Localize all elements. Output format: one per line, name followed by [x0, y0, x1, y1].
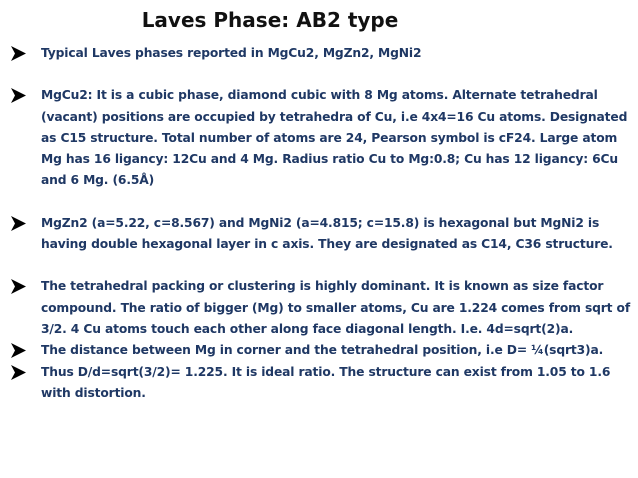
- bullet-item: [0, 362, 632, 405]
- slide-title: Laves Phase: AB2 type: [141, 8, 399, 32]
- bullet-text: Thus D/d=sqrt(3/2)= 1.225. It is ideal ratio. The structure can exist from 1.05 to 1.6 with distortion.: [41, 364, 611, 400]
- arrow-bullet-icon: [9, 362, 31, 383]
- bullet-text: MgCu2: It is a cubic phase, diamond cubic with 8 Mg atoms. Alternate tetrahedral (vacant) positions are occupied by tetrahedra of Cu, i.e 4x4=16 Cu atoms. Designated as C15 structure. Total number of atoms are 24, Pearson symbol is cF24. Large atom Mg has 16 ligancy: 12Cu and 4 Mg. Radius ratio Cu to Mg:0.8; Cu has 12 ligancy: 6Cu and 6 Mg. (6.5Å): [41, 88, 628, 188]
- bullet-text: MgZn2 (a=5.22, c=8.567) and MgNi2 (a=4.815; c=15.8) is hexagonal but MgNi2 is having double hexagonal layer in c axis. They are designated as C14, C36 structure.: [41, 215, 613, 252]
- arrow-bullet-icon: [9, 276, 31, 297]
- arrow-bullet-icon: [9, 213, 31, 234]
- bullet-item: [0, 85, 632, 191]
- arrow-bullet-icon: [9, 43, 31, 64]
- bullet-item: [0, 43, 632, 64]
- bullet-text: The distance between Mg in corner and the tetrahedral position, i.e D= ¼(sqrt3)a.: [41, 343, 604, 358]
- bullet-text: Typical Laves phases reported in MgCu2, MgZn2, MgNi2: [41, 46, 422, 60]
- arrow-bullet-icon: [9, 85, 31, 106]
- bullet-item: [0, 340, 632, 361]
- arrow-bullet-icon: [9, 340, 31, 361]
- bullet-item: [0, 213, 632, 256]
- bullet-list: [0, 43, 632, 404]
- bullet-text: The tetrahedral packing or clustering is highly dominant. It is known as size factor compound. The ratio of bigger (Mg) to smaller atoms, Cu are 1.224 comes from sqrt of 3/2. 4 Cu atoms touch each other along face diagonal length. I.e. 4d=sqrt(2)a.: [41, 279, 631, 336]
- bullet-item: [0, 276, 632, 340]
